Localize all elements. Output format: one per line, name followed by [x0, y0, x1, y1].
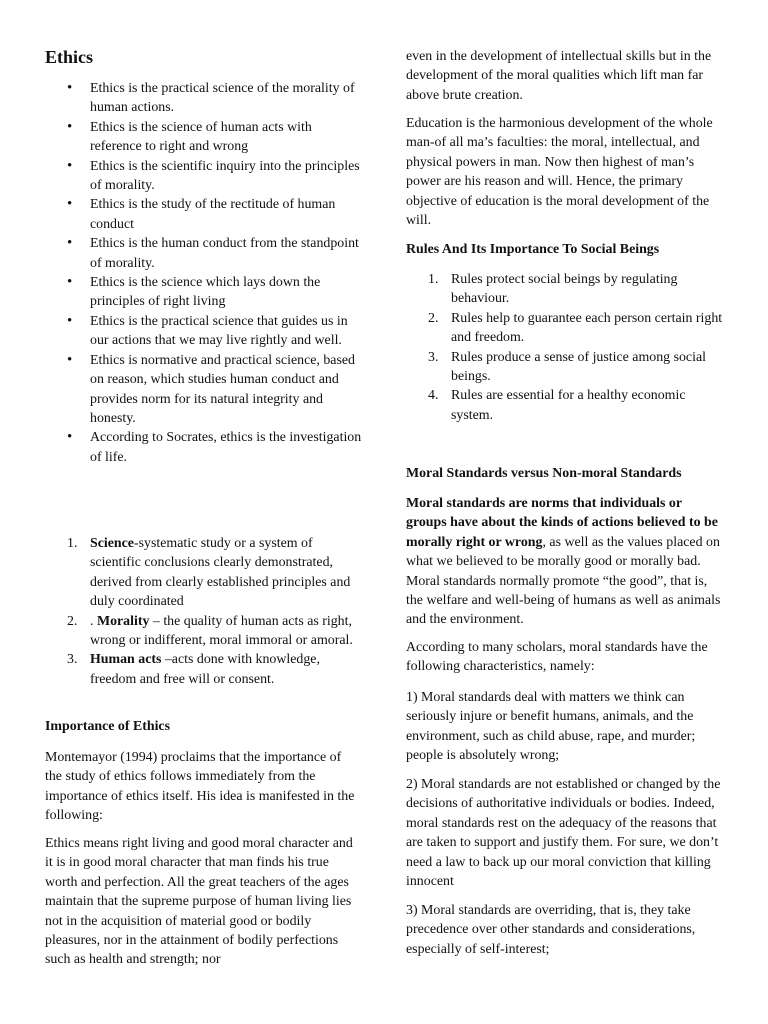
term-label: Morality [96, 613, 150, 629]
paragraph-continued: even in the development of intellectual skills but in the development of the moral qualities which lift man far above brute creation. [406, 49, 712, 103]
paragraph-characteristics-intro: According to many scholars, moral standards have the following characteristics, namely: [406, 640, 708, 675]
list-item: • Ethics is the practical science that guides us in our actions that we may live rightly and well. [45, 312, 365, 351]
paragraph-education: Education is the harmonious development of the whole man-of all ma’s faculties: the moral, intellectual, and physical powers in man. Now then highest of man’s power are his reason and will. Hence, the primary objective of education is the moral development of the will. [406, 116, 713, 229]
term-text: – the quality of human acts as right, wrong or indifferent, moral immoral or amoral. [90, 613, 353, 649]
moral-standards-heading: Moral Standards versus Non-moral Standards [406, 466, 682, 481]
paragraph-characteristic-3: 3) Moral standards are overriding, that is, they take precedence over other standards and considerations, especially of self-interest; [406, 903, 696, 957]
list-number: 3. [67, 652, 78, 668]
paragraph-characteristic-1: 1) Moral standards deal with matters we think can seriously injure or benefit humans, animals, and the environment, such as child abuse, rape, and murder; people is absolutely wrong; [406, 690, 696, 764]
list-number: 1. [67, 536, 78, 551]
list-item [406, 386, 724, 425]
term-prefix: . [90, 613, 97, 629]
list-item: • Ethics is the study of the rectitude of human conduct [45, 195, 365, 234]
list-item: • Ethics is the human conduct from the standpoint of morality. [45, 234, 365, 273]
list-item [406, 270, 724, 309]
term-text: -systematic study or a system of scientific conclusions clearly demonstrated, derived from clearly established principles and duly coordinated [90, 536, 351, 610]
term-label: Science [90, 536, 134, 551]
rule-text: Rules are essential for a healthy economic system. [451, 388, 686, 423]
rule-text: Rules produce a sense of justice among social beings. [451, 349, 706, 385]
list-item [406, 309, 724, 348]
rule-text: Rules protect social beings by regulating behaviour. [451, 272, 678, 307]
term-text: –acts done with knowledge, freedom and free will or consent. [90, 652, 320, 687]
term-label: Human acts [90, 652, 162, 668]
list-item: • Ethics is the scientific inquiry into the principles of morality. [45, 157, 365, 196]
list-number: 1. [428, 272, 439, 287]
ethics-title: Ethics [45, 47, 94, 67]
paragraph-montemayor: Montemayor (1994) proclaims that the importance of the study of ethics follows immediately from the importance of ethics itself. His idea is manifested in the following: [45, 750, 355, 824]
terms-list [45, 534, 360, 689]
paragraph-right-living: Ethics means right living and good moral character and it is in good moral character that man finds his true worth and perfection. All the great teachers of the ages maintain that the supreme purpose of human living lies not in the acquisition of material good or bodily pleasures, nor in the attainment of bodily perfections such as health and strength; nor [45, 836, 353, 968]
list-item: • Ethics is the science of human acts with reference to right and wrong [45, 118, 365, 157]
importance-heading: Importance of Ethics [45, 719, 171, 734]
list-number: 3. [428, 349, 439, 365]
list-number: 4. [428, 388, 439, 404]
term-morality [45, 612, 360, 651]
list-item: • Ethics is the science which lays down the principles of right living [45, 273, 365, 312]
list-number: 2. [428, 310, 439, 326]
term-science [45, 534, 360, 612]
list-item [406, 348, 724, 387]
paragraph-characteristic-2: 2) Moral standards are not established or changed by the decisions of authoritative individuals or bodies. Indeed, moral standards rest on the adequacy of the reasons that are taken to support and justify them. For sure, we don’t need a law to back up our moral conviction that killing innocent [406, 777, 721, 890]
rules-heading: Rules And Its Importance To Social Beings [406, 242, 660, 257]
rule-text: Rules help to guarantee each person certain right and freedom. [451, 310, 723, 346]
list-item: • Ethics is the practical science of the morality of human actions. [45, 79, 365, 118]
list-item: • Ethics is normative and practical science, based on reason, which studies human conduct and provides norm for its natural integrity and honesty. [45, 351, 365, 429]
list-number: 2. [67, 613, 78, 629]
list-item: • According to Socrates, ethics is the investigation of life. [45, 428, 365, 467]
moral-definition-bold: Moral standards are norms that individuals or groups have about the kinds of actions believed to be morally right or wrong [406, 496, 718, 550]
moral-definition-rest: , as well as the values placed on what we believed to be morally good or morally bad. Moral standards normally promote “the good”, that is, the welfare and well-being of humans as well as animals and the environment. [406, 534, 721, 628]
paragraph-moral-definition [406, 494, 724, 630]
rules-list [406, 270, 724, 425]
ethics-definitions-list [45, 79, 365, 467]
term-human-acts [45, 650, 360, 689]
